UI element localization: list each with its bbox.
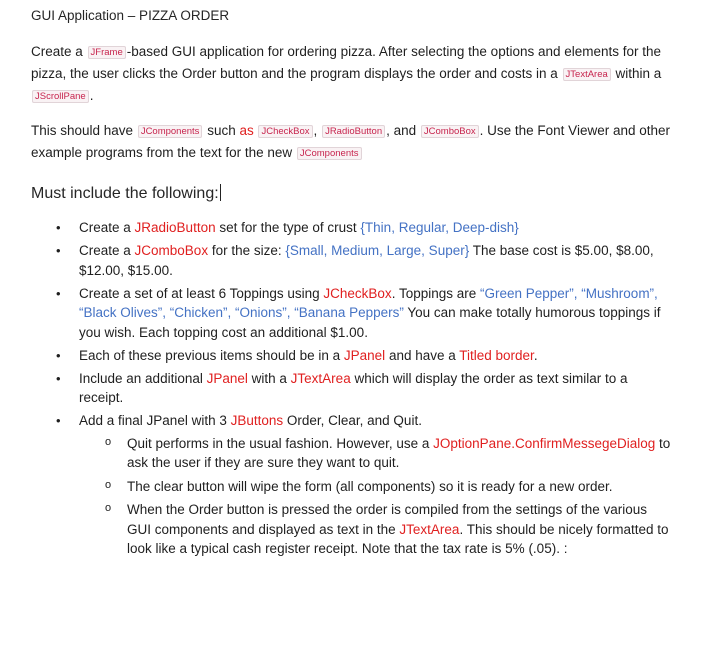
- keyword: JButtons: [230, 413, 284, 428]
- code-jtextarea: JTextArea: [563, 68, 611, 81]
- text: for the size:: [208, 243, 286, 258]
- text: .: [533, 347, 538, 363]
- requirements-list: [31, 218, 671, 563]
- text: Quit performs in the usual fashion. However, use a: [127, 435, 434, 451]
- text: and have a: [385, 347, 460, 363]
- sub-list-item: [79, 434, 671, 473]
- text: which will display the order as text similar to a receipt.: [79, 370, 628, 405]
- text: Create a: [31, 44, 87, 59]
- text-cursor: [220, 184, 221, 201]
- text: .: [89, 88, 94, 103]
- text: The clear button will wipe the form (all components) so it is ready for a new order.: [127, 478, 613, 494]
- list-item: [31, 346, 671, 366]
- text: such: [203, 123, 240, 138]
- text: to ask the user if they are sure they want to quit.: [127, 435, 671, 470]
- text: You can make totally humorous toppings if you wish. Each topping cost an additional $1.00.: [79, 305, 661, 340]
- keyword: JPanel: [206, 370, 248, 386]
- code-jcombobox: JComboBox: [421, 125, 479, 138]
- text: with a: [247, 370, 291, 386]
- text: When the Order button is pressed the order is compiled from the settings of the various GUI components and displayed as text in the: [127, 502, 648, 537]
- text: Add a final JPanel with 3: [79, 413, 231, 428]
- options: {Small, Medium, Large, Super}: [285, 243, 470, 258]
- text: ,: [313, 123, 322, 138]
- text: This should have: [31, 123, 137, 138]
- text: Create a: [79, 220, 135, 235]
- text: . This should be nicely formatted to look like a typical cash register receipt. Note that the tax rate is 5% (.05). :: [127, 521, 669, 556]
- code-jframe: JFrame: [88, 46, 126, 59]
- keyword: JCheckBox: [323, 285, 392, 301]
- text: . Toppings are: [391, 285, 480, 301]
- text: Create a: [79, 243, 135, 258]
- code-jradiobutton: JRadioButton: [322, 125, 385, 138]
- keyword: JTextArea: [290, 370, 351, 386]
- options: {Thin, Regular, Deep-dish}: [360, 220, 519, 235]
- code-jcheckbox: JCheckBox: [258, 125, 312, 138]
- code-jcomponents: JComponents: [297, 147, 362, 160]
- section-heading: [31, 184, 221, 203]
- text: -based GUI application for ordering pizza. After selecting the options and elements for the pizza, the user clicks the Order button and the program displays the order and costs in a: [31, 44, 662, 81]
- sub-list-item: [79, 477, 671, 497]
- button-details-list: [79, 434, 671, 559]
- keyword: JTextArea: [399, 521, 460, 537]
- keyword: JRadioButton: [134, 220, 216, 235]
- text: Order, Clear, and Quit.: [283, 413, 422, 428]
- text: Include an additional: [79, 370, 207, 386]
- code-jcomponents: JComponents: [138, 125, 203, 138]
- text: as: [239, 123, 258, 138]
- options: “Green Pepper”, “Mushroom”, “Black Olives”, “Chicken”, “Onions”, “Banana Peppers”: [79, 285, 658, 320]
- text: The base cost is $5.00, $8.00, $12.00, $15.00.: [79, 243, 654, 278]
- list-item: [31, 284, 671, 343]
- list-item: [31, 218, 671, 238]
- intro-paragraph: [31, 42, 671, 108]
- text: Create a set of at least 6 Toppings using: [79, 285, 324, 301]
- components-paragraph: [31, 121, 671, 165]
- list-item: [31, 411, 671, 559]
- heading-text: Must include the following:: [31, 185, 219, 202]
- list-item: [31, 369, 671, 408]
- text: , and: [386, 123, 420, 138]
- document-title: GUI Application – PIZZA ORDER: [31, 8, 230, 23]
- keyword: JPanel: [343, 347, 386, 363]
- keyword: JComboBox: [134, 243, 209, 258]
- keyword: JOptionPane.ConfirmMessegeDialog: [433, 435, 656, 451]
- list-item: [31, 241, 671, 280]
- keyword: Titled border: [459, 347, 534, 363]
- text: set for the type of crust: [215, 220, 361, 235]
- code-jscrollpane: JScrollPane: [32, 90, 89, 103]
- sub-list-item: [79, 500, 671, 559]
- text: within a: [611, 66, 662, 81]
- text: Each of these previous items should be in a: [79, 347, 344, 363]
- text: . Use the Font Viewer and other example programs from the text for the new: [31, 123, 670, 160]
